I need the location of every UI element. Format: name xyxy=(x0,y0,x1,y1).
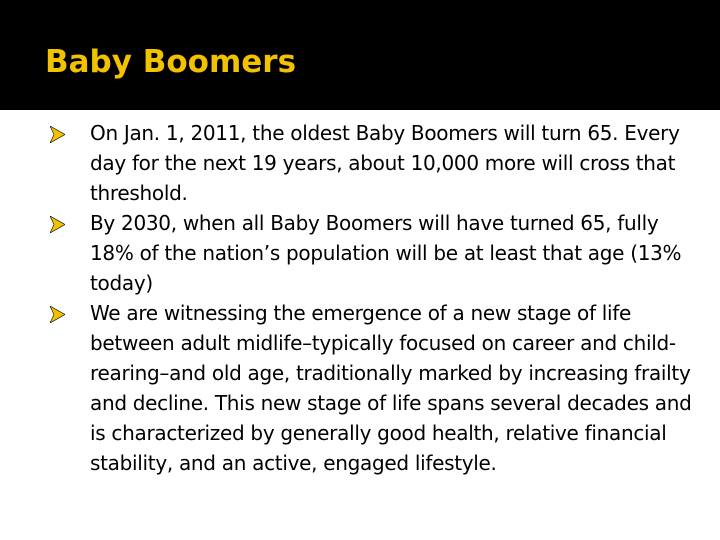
bullet-text: We are witnessing the emergence of a new stage of life between adult midlife–typically focused on career and child-rearing–and old age, traditionally marked by increasing frailty and decline. This new stage of life spans several decades and is characterized by generally good health, relative financial stability, and an active, engaged lifestyle. xyxy=(90,301,692,475)
arrowhead-bullet-icon xyxy=(50,216,65,233)
bullet-item xyxy=(38,118,693,208)
bullet-list xyxy=(38,118,693,478)
arrowhead-bullet-icon xyxy=(50,126,65,143)
bullet-item xyxy=(38,208,693,298)
bullet-item xyxy=(38,298,693,478)
bullet-text: By 2030, when all Baby Boomers will have turned 65, fully 18% of the nation’s population will be at least that age (13% today) xyxy=(90,211,682,295)
title-bar xyxy=(0,0,720,110)
slide-title: Baby Boomers xyxy=(45,44,297,80)
bullet-text: On Jan. 1, 2011, the oldest Baby Boomers will turn 65. Every day for the next 19 years, about 10,000 more will cross that threshold. xyxy=(90,121,680,205)
arrowhead-bullet-icon xyxy=(50,306,65,323)
